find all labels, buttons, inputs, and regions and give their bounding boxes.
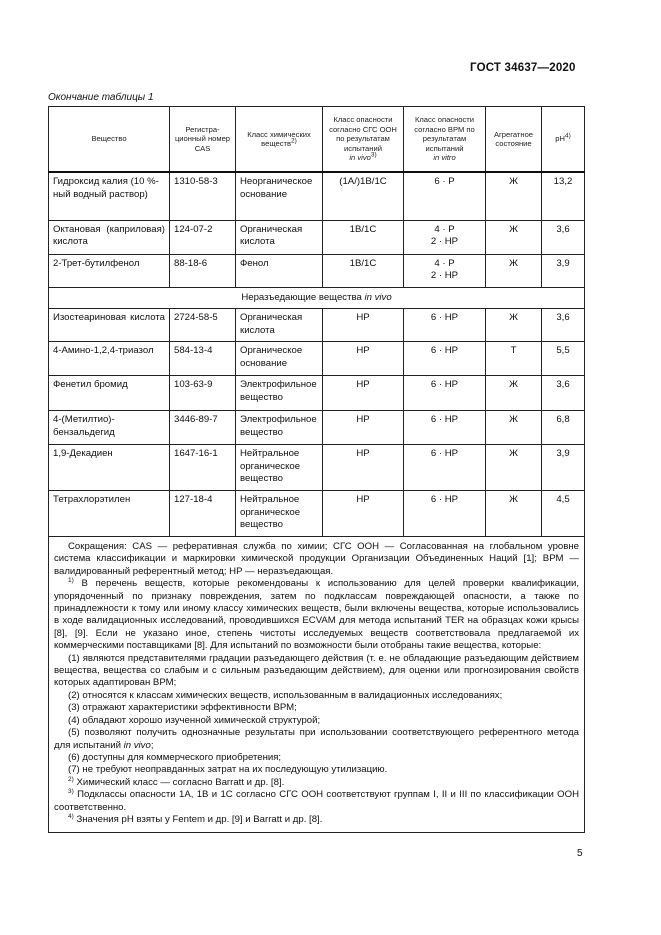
col-header-substance: Вещество [49,107,170,173]
cell-vrm-line: 2 · НР [430,236,459,247]
cell-ghs: (1А/)1В/1С [323,172,404,220]
cell-substance: 1,9-Декадиен [49,445,170,491]
note-item: (6) доступны для коммерческого приобретения; [68,751,282,763]
cell-cas: 3446-89-7 [170,411,236,445]
footnote-4 [54,814,579,826]
page-number: 5 [577,848,583,859]
cell-state: Ж [486,309,542,342]
table-row [49,172,585,220]
cell-vrm-line: 6 · Р [434,176,455,187]
cell-substance: 4-Амино-1,2,4-триазол [49,342,170,376]
cell-ghs: НР [323,445,404,491]
cell-chem-class: Неорганическое основание [236,172,323,220]
cell-state: Ж [486,172,542,220]
cell-substance: 4-(Метилтио)-бензальдегид [49,411,170,445]
cell-vrm: 6 · НР [404,376,486,411]
cell-ph: 4,5 [542,491,585,537]
cell-cas: 88-18-6 [170,254,236,287]
group-heading [49,287,585,309]
cell-state: Ж [486,445,542,491]
table-row [49,309,585,342]
note-item: (3) отражают характеристики эффективности ВРМ; [68,702,297,714]
cell-vrm-line: 4 · Р [434,257,455,269]
cell-substance: Октановая (каприловая) кислота [49,220,170,254]
cell-substance: Фенетил бромид [49,376,170,411]
cell-ph: 5,5 [542,342,585,376]
cell-cas: 103-63-9 [170,376,236,411]
cell-cas: 124-07-2 [170,220,236,254]
footnote-ref-4: 4) [564,132,571,140]
cell-ghs: НР [323,491,404,537]
table-header-row [49,107,585,173]
table-row [49,376,585,411]
cell-cas: 127-18-4 [170,491,236,537]
cell-chem-class: Органическая кислота [236,220,323,254]
cell-vrm [404,172,486,220]
cell-vrm: 6 · НР [404,342,486,376]
cell-cas: 1310-58-3 [170,172,236,220]
cell-vrm: 6 · НР [404,411,486,445]
note-item: (4) обладают хорошо изученной химической структурой; [68,714,321,726]
cell-chem-class: Нейтральное органическое вещество [236,491,323,537]
footnote-1 [54,578,579,652]
footnote-3-text: Подклассы опасности 1А, 1В и 1С согласно СГС ООН соответствуют группам I, II и III по классификации ООН соответственно. [54,789,580,813]
footnote-3 [54,789,579,814]
notes-row [49,537,585,833]
note-item: (7) не требуют неоправданных затрат на их последующую утилизацию. [68,764,388,776]
table-row [49,411,585,445]
cell-substance: Гидроксид калия (10 %-ный водный раствор) [49,172,170,220]
group-heading-row [49,287,585,309]
cell-ph: 13,2 [542,172,585,220]
cell-cas: 2724-58-5 [170,309,236,342]
cell-ghs: НР [323,342,404,376]
table-notes [49,537,585,833]
table-row [49,491,585,537]
note-item: (2) относятся к классам химических веществ, использованным в валидационных исследованиях; [68,689,503,701]
footnote-3-marker: 3) [68,787,74,795]
cell-substance: 2-Трет-бутилфенол [49,254,170,287]
cell-vrm-line: 4 · Р [434,223,455,235]
col-header-ghs-text: Класс опасности согласно СГС ООН по результатам испытаний [329,115,397,153]
cell-chem-class: Органическая кислота [236,309,323,342]
footnote-4-text: Значения pH взяты у Fentem и др. [9] и Barratt и др. [8]. [76,813,323,825]
col-header-chem-class-text: Класс химических веществ [247,129,311,148]
group-heading-text: Неразъедающие вещества [241,291,362,303]
group-heading-invivo: in vivo [364,291,392,303]
cell-vrm-line: 2 · НР [430,270,459,281]
cell-state: Ж [486,220,542,254]
cell-ph: 3,9 [542,445,585,491]
footnote-2 [54,777,579,789]
footnote-2-text: Химический класс — согласно Barratt и др. [8]. [76,776,285,788]
cell-ph: 3,6 [542,220,585,254]
note-item-5-invivo: in vivo [123,739,151,751]
cell-ghs: НР [323,309,404,342]
col-header-state: Агрегатное состояние [486,107,542,173]
cell-ph: 3,9 [542,254,585,287]
cell-chem-class: Нейтральное органическое вещество [236,445,323,491]
cell-vrm: 6 · НР [404,309,486,342]
col-header-cas: Регистра-ционный номер CAS [170,107,236,173]
cell-vrm [404,254,486,287]
col-header-vrm [404,107,486,173]
cell-state: Ж [486,491,542,537]
table-row [49,445,585,491]
cell-substance: Тетрахлорэтилен [49,491,170,537]
cell-ph: 3,6 [542,376,585,411]
note-abbreviations: Сокращения: CAS — реферативная служба по химии; СГС ООН — Согласованная на глобальном уровне система классификации и маркировки химической продукции Организации Объединенных Наций [1]; ВРМ — валидированный референтный метод; НР — неразъедающая. [54,541,579,577]
cell-ph: 6,8 [542,411,585,445]
cell-ghs: НР [323,376,404,411]
table-row [49,254,585,287]
standard-code: ГОСТ 34637—2020 [470,62,576,74]
footnote-ref-2: 2) [291,137,297,145]
cell-chem-class: Фенол [236,254,323,287]
cell-state: Т [486,342,542,376]
cell-ph: 3,6 [542,309,585,342]
col-header-ph-text: pH [555,134,565,144]
cell-substance: Изостеариновая кислота [49,309,170,342]
footnote-4-marker: 4) [68,812,74,820]
table-row [49,220,585,254]
col-header-chem-class [236,107,323,173]
footnote-1-text: В перечень веществ, которые рекомендованы к использованию для целей проверки квалификации, упорядоченный по признаку повреждения, затем по подклассам повреждающей опасности, а также по принадлежности к тому или иному классу химических веществ, были включены вещества, которые использовались в ходе валидационных исследований, проводившихся ECVAM для метода испытаний TER на образцах кожи крысы [8], [9]. Если не указано иное, степень чистоты исследуемых веществ соответствовала предлагаемой их коммерческими поставщиками [8]. Для испытаний по возможности были отобраны такие вещества, которые: [54,578,579,652]
cell-chem-class: Органическое основание [236,342,323,376]
cell-vrm: 6 · НР [404,445,486,491]
table-caption: Окончание таблицы 1 [48,92,154,103]
cell-state: Ж [486,411,542,445]
table-row [49,342,585,376]
footnote-1-marker: 1) [68,577,74,585]
note-item: (5) позволяют получить однозначные результаты при использовании соответствующего референтного метода для испытаний in vivo; [54,727,579,751]
note-item-5-text: (5) позволяют получить однозначные результаты при использовании соответствующего референтного метода для испытаний [54,727,579,751]
cell-vrm: 6 · НР [404,491,486,537]
col-header-ph [542,107,585,173]
footnote-2-marker: 2) [68,775,74,783]
cell-chem-class: Электрофильное вещество [236,376,323,411]
cell-ghs: 1В/1С [323,254,404,287]
col-header-ghs [323,107,404,173]
note-item: (1) являются представителями градации разъедающего действия (т. е. не обладающие разъедающим действием вещества, вещества со слабым и с сильным разъедающим действием), для оценки или прогнозирования свойств которых адаптирован ВРМ; [54,652,579,689]
substances-table [48,106,585,833]
cell-cas: 584-13-4 [170,342,236,376]
cell-state: Ж [486,254,542,287]
col-header-vrm-text: Класс опасности согласно ВРМ по результатам испытаний [414,115,475,153]
cell-state: Ж [486,376,542,411]
cell-chem-class: Электрофильное вещество [236,411,323,445]
cell-vrm [404,220,486,254]
footnote-ref-3: 3) [370,151,377,159]
cell-ghs: 1В/1С [323,220,404,254]
cell-cas: 1647-16-1 [170,445,236,491]
col-header-ghs-invivo: in vivo [349,153,371,163]
col-header-vrm-invitro: in vitro [433,153,456,163]
cell-ghs: НР [323,411,404,445]
